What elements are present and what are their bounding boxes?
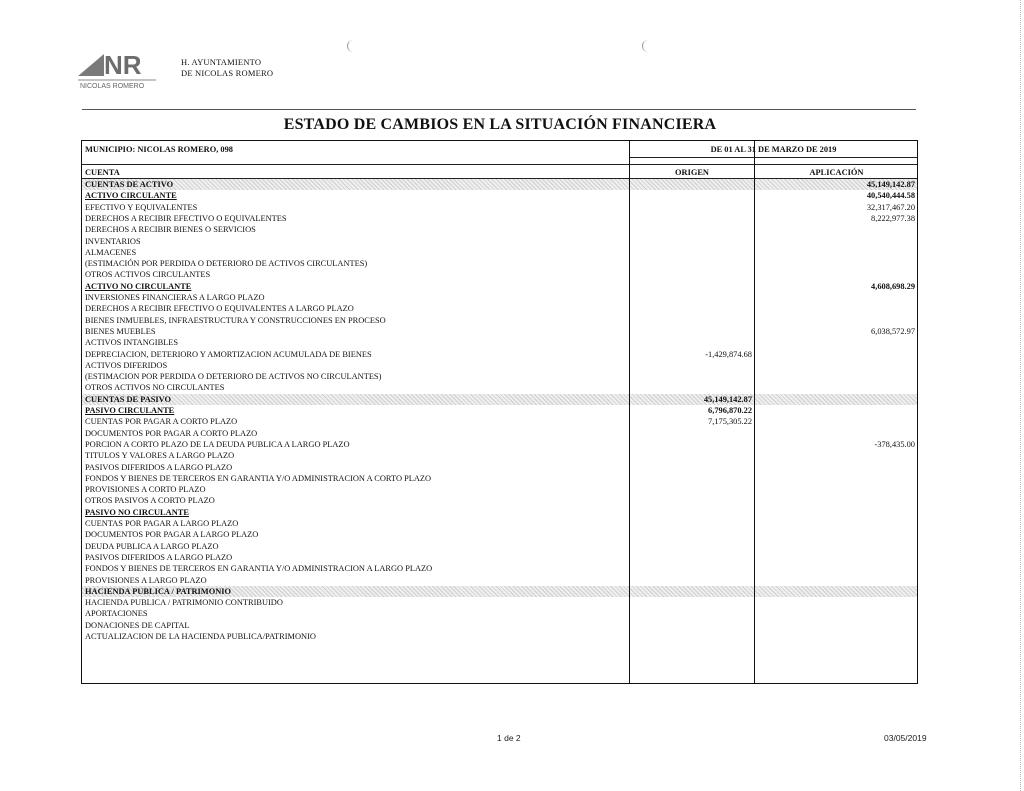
origen-value: 7,175,305.22 bbox=[708, 417, 752, 427]
header-divider bbox=[82, 164, 917, 165]
table-row bbox=[82, 462, 917, 473]
table-row bbox=[82, 473, 917, 484]
column-divider bbox=[629, 141, 630, 683]
account-name: PASIVO CIRCULANTE bbox=[85, 406, 175, 415]
header-rule bbox=[82, 109, 916, 110]
account-name: DONACIONES DE CAPITAL bbox=[85, 620, 190, 630]
page-title: ESTADO DE CAMBIOS EN LA SITUACIÓN FINANCIERA bbox=[283, 116, 717, 133]
footer-date: 03/05/2019 bbox=[884, 733, 927, 743]
table-row bbox=[82, 190, 917, 201]
table-row bbox=[82, 428, 917, 439]
table-row bbox=[82, 586, 917, 597]
table-row bbox=[82, 213, 917, 224]
table-row bbox=[82, 608, 917, 619]
account-name: (ESTIMACION POR PERDIDA O DETERIORO DE ACTIVOS NO CIRCULANTES) bbox=[85, 372, 382, 382]
org-line-2: DE NICOLAS ROMERO bbox=[181, 68, 274, 78]
origen-value: 45,149,142.87 bbox=[703, 394, 752, 404]
account-name: DOCUMENTOS POR PAGAR A LARGO PLAZO bbox=[85, 530, 259, 540]
table-row bbox=[82, 202, 917, 213]
table-row bbox=[82, 552, 917, 563]
table-row bbox=[82, 495, 917, 506]
table-row bbox=[82, 529, 917, 540]
account-name: INVERSIONES FINANCIERAS A LARGO PLAZO bbox=[85, 293, 265, 302]
account-name: CUENTAS POR PAGAR A LARGO PLAZO bbox=[85, 519, 239, 528]
header-divider bbox=[629, 157, 917, 158]
table-row bbox=[82, 258, 917, 269]
page-edge bbox=[1020, 0, 1021, 791]
account-name: FONDOS Y BIENES DE TERCEROS EN GARANTIA Y/O ADMINISTRACION A CORTO PLAZO bbox=[85, 473, 432, 483]
table-row bbox=[82, 620, 917, 631]
account-name: ALMACENES bbox=[85, 247, 137, 257]
account-name: CUENTAS DE PASIVO bbox=[85, 394, 172, 404]
account-name: PROVISIONES A LARGO PLAZO bbox=[85, 575, 207, 585]
col-header-aplicacion: APLICACIÓN bbox=[809, 168, 864, 177]
account-name: ACTIVO CIRCULANTE bbox=[85, 191, 177, 201]
table-row bbox=[82, 382, 917, 393]
table-row bbox=[82, 416, 917, 427]
account-name: CUENTAS DE ACTIVO bbox=[85, 180, 174, 189]
page-number: 1 de 2 bbox=[497, 733, 521, 743]
account-name: BIENES INMUEBLES, INFRAESTRUCTURA Y CONSTRUCCIONES EN PROCESO bbox=[85, 315, 386, 325]
table-row bbox=[82, 563, 917, 574]
aplicacion-value: -378,435.00 bbox=[874, 439, 915, 449]
account-name: EFECTIVO Y EQUIVALENTES bbox=[85, 202, 198, 212]
origen-value: 6,796,870.22 bbox=[708, 406, 752, 415]
account-name: CUENTAS POR PAGAR A CORTO PLAZO bbox=[85, 417, 238, 427]
account-name: PROVISIONES A CORTO PLAZO bbox=[85, 485, 206, 495]
account-name: DEUDA PUBLICA A LARGO PLAZO bbox=[85, 541, 219, 551]
account-name: TITULOS Y VALORES A LARGO PLAZO bbox=[85, 451, 235, 461]
account-name: INVENTARIOS bbox=[85, 236, 141, 246]
account-name: (ESTIMACIÓN POR PERDIDA O DETERIORO DE ACTIVOS CIRCULANTES) bbox=[85, 259, 368, 269]
table-row bbox=[82, 394, 917, 405]
account-name: PASIVOS DIFERIDOS A LARGO PLAZO bbox=[85, 552, 233, 562]
table-row bbox=[82, 575, 917, 586]
table-row bbox=[82, 360, 917, 371]
account-name: PORCION A CORTO PLAZO DE LA DEUDA PUBLICA A LARGO PLAZO bbox=[85, 439, 350, 449]
logo-text: NR bbox=[104, 50, 142, 80]
aplicacion-value: 45,149,142.87 bbox=[866, 180, 915, 189]
col-header-cuenta: CUENTA bbox=[85, 168, 120, 177]
aplicacion-value: 32,317,467.20 bbox=[866, 202, 915, 212]
table-row bbox=[82, 337, 917, 348]
period-label: DE 01 AL 31 DE MARZO DE 2019 bbox=[710, 145, 837, 154]
org-line-1: H. AYUNTAMIENTO bbox=[181, 57, 262, 67]
table-row bbox=[82, 371, 917, 382]
column-divider bbox=[754, 141, 755, 683]
table-row bbox=[82, 179, 917, 190]
account-name: DERECHOS A RECIBIR BIENES O SERVICIOS bbox=[85, 225, 256, 235]
table-row bbox=[82, 269, 917, 280]
table-row bbox=[82, 281, 917, 292]
aplicacion-value: 6,038,572.97 bbox=[871, 326, 915, 336]
organization-name bbox=[181, 57, 273, 79]
table-row bbox=[82, 303, 917, 314]
aplicacion-value: 40,540,444.58 bbox=[866, 191, 915, 201]
table-row bbox=[82, 247, 917, 258]
account-name: APORTACIONES bbox=[85, 609, 148, 619]
table-row bbox=[82, 292, 917, 303]
account-name: PASIVOS DIFERIDOS A LARGO PLAZO bbox=[85, 462, 233, 472]
col-header-origen: ORIGEN bbox=[675, 168, 709, 177]
scan-mark bbox=[642, 40, 649, 52]
account-name: DERECHOS A RECIBIR EFECTIVO O EQUIVALENTES bbox=[85, 213, 287, 223]
account-name: OTROS ACTIVOS CIRCULANTES bbox=[85, 270, 211, 280]
aplicacion-value: 4,608,698.29 bbox=[871, 281, 915, 291]
account-name: DOCUMENTOS POR PAGAR A CORTO PLAZO bbox=[85, 428, 258, 438]
table-row bbox=[82, 349, 917, 360]
account-name: PASIVO NO CIRCULANTE bbox=[85, 507, 189, 517]
aplicacion-value: 8,222,977.38 bbox=[871, 213, 915, 223]
logo-caption: NICOLAS ROMERO bbox=[80, 83, 145, 90]
table-row bbox=[82, 631, 917, 642]
table-row bbox=[82, 541, 917, 552]
account-name: HACIENDA PUBLICA / PATRIMONIO CONTRIBUIDO bbox=[85, 598, 283, 608]
account-name: OTROS ACTIVOS NO CIRCULANTES bbox=[85, 383, 225, 393]
account-name: HACIENDA PUBLICA / PATRIMONIO bbox=[85, 586, 232, 596]
account-name: OTROS PASIVOS A CORTO PLAZO bbox=[85, 496, 215, 506]
table-row bbox=[82, 236, 917, 247]
table-row bbox=[82, 224, 917, 235]
table-row bbox=[82, 597, 917, 608]
account-name: DEPRECIACION, DETERIORO Y AMORTIZACION ACUMULADA DE BIENES bbox=[85, 349, 372, 359]
table-row bbox=[82, 439, 917, 450]
table-row bbox=[82, 326, 917, 337]
table-row bbox=[82, 315, 917, 326]
municipio-label: MUNICIPIO: NICOLAS ROMERO, 098 bbox=[85, 145, 233, 154]
municipality-logo bbox=[76, 46, 166, 96]
financial-statement-table bbox=[81, 140, 918, 684]
table-row bbox=[82, 450, 917, 461]
table-row bbox=[82, 507, 917, 518]
table-row bbox=[82, 484, 917, 495]
account-name: BIENES MUEBLES bbox=[85, 326, 156, 336]
account-name: FONDOS Y BIENES DE TERCEROS EN GARANTIA Y/O ADMINISTRACION A LARGO PLAZO bbox=[85, 564, 433, 574]
scan-mark bbox=[347, 40, 354, 52]
account-name: ACTIVOS DIFERIDOS bbox=[85, 360, 168, 370]
account-name: ACTIVO NO CIRCULANTE bbox=[85, 281, 192, 291]
table-row bbox=[82, 405, 917, 416]
account-name: ACTIVOS INTANGIBLES bbox=[85, 338, 179, 348]
origen-value: -1,429,874.68 bbox=[705, 349, 752, 359]
account-name: ACTUALIZACION DE LA HACIENDA PUBLICA/PATRIMONIO bbox=[85, 632, 316, 641]
table-row bbox=[82, 518, 917, 529]
account-name: DERECHOS A RECIBIR EFECTIVO O EQUIVALENTES A LARGO PLAZO bbox=[85, 304, 354, 314]
